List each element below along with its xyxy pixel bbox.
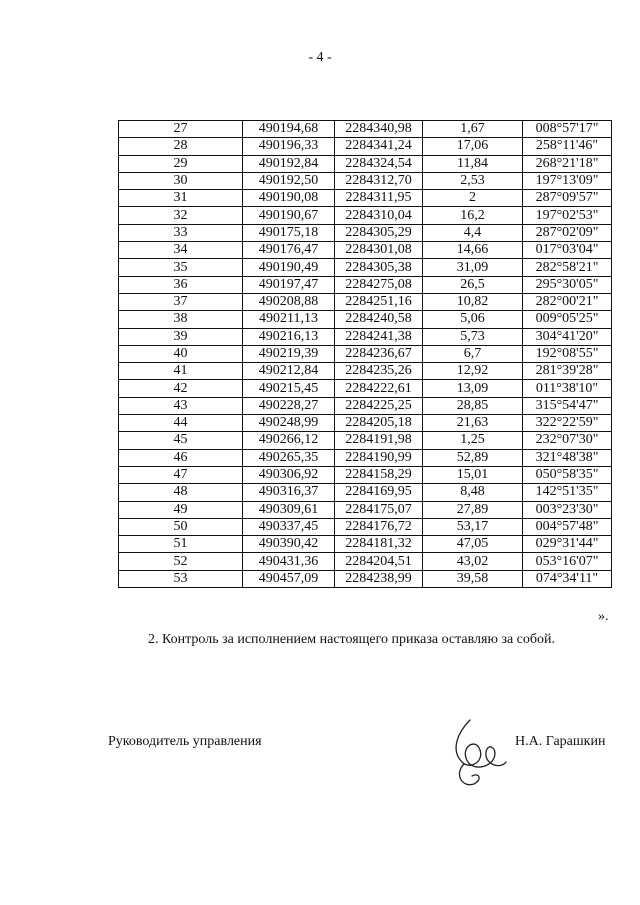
cell-coord-x: 490212,84 (243, 363, 335, 380)
cell-coord-y: 2284311,95 (335, 190, 423, 207)
cell-point-number: 50 (119, 518, 243, 535)
cell-coord-y: 2284235,26 (335, 363, 423, 380)
cell-distance: 1,67 (423, 121, 523, 138)
cell-bearing: 321°48'38" (523, 449, 612, 466)
cell-bearing: 281°39'28" (523, 363, 612, 380)
table-row (119, 484, 612, 501)
cell-coord-y: 2284236,67 (335, 345, 423, 362)
cell-point-number: 52 (119, 553, 243, 570)
table-row (119, 449, 612, 466)
cell-coord-x: 490190,67 (243, 207, 335, 224)
cell-bearing: 074°34'11" (523, 570, 612, 587)
table-row (119, 293, 612, 310)
cell-bearing: 053°16'07" (523, 553, 612, 570)
cell-coord-y: 2284176,72 (335, 518, 423, 535)
cell-distance: 52,89 (423, 449, 523, 466)
cell-distance: 47,05 (423, 536, 523, 553)
table-row (119, 172, 612, 189)
cell-coord-y: 2284181,32 (335, 536, 423, 553)
cell-coord-x: 490190,49 (243, 259, 335, 276)
cell-coord-x: 490197,47 (243, 276, 335, 293)
cell-coord-x: 490175,18 (243, 224, 335, 241)
table-row (119, 190, 612, 207)
cell-point-number: 29 (119, 155, 243, 172)
cell-point-number: 53 (119, 570, 243, 587)
cell-coord-y: 2284301,08 (335, 242, 423, 259)
cell-distance: 4,4 (423, 224, 523, 241)
cell-coord-y: 2284240,58 (335, 311, 423, 328)
table-row (119, 138, 612, 155)
cell-coord-y: 2284204,51 (335, 553, 423, 570)
cell-bearing: 322°22'59" (523, 415, 612, 432)
table-row (119, 501, 612, 518)
cell-distance: 11,84 (423, 155, 523, 172)
table-row (119, 363, 612, 380)
table-row (119, 415, 612, 432)
cell-distance: 39,58 (423, 570, 523, 587)
cell-bearing: 268°21'18" (523, 155, 612, 172)
cell-coord-x: 490390,42 (243, 536, 335, 553)
table-row (119, 207, 612, 224)
cell-distance: 10,82 (423, 293, 523, 310)
cell-coord-x: 490192,50 (243, 172, 335, 189)
cell-bearing: 011°38'10" (523, 380, 612, 397)
cell-bearing: 287°02'09" (523, 224, 612, 241)
cell-distance: 28,85 (423, 397, 523, 414)
cell-coord-y: 2284175,07 (335, 501, 423, 518)
cell-coord-y: 2284225,25 (335, 397, 423, 414)
signer-name: Н.А. Гарашкин (515, 734, 606, 749)
cell-point-number: 43 (119, 397, 243, 414)
cell-distance: 2,53 (423, 172, 523, 189)
cell-bearing: 287°09'57" (523, 190, 612, 207)
cell-coord-x: 490176,47 (243, 242, 335, 259)
cell-coord-x: 490265,35 (243, 449, 335, 466)
cell-distance: 2 (423, 190, 523, 207)
cell-distance: 1,25 (423, 432, 523, 449)
handwritten-signature (440, 712, 510, 792)
cell-coord-x: 490316,37 (243, 484, 335, 501)
cell-distance: 21,63 (423, 415, 523, 432)
cell-bearing: 050°58'35" (523, 466, 612, 483)
cell-bearing: 142°51'35" (523, 484, 612, 501)
table-row (119, 311, 612, 328)
table-row (119, 224, 612, 241)
cell-distance: 8,48 (423, 484, 523, 501)
cell-coord-y: 2284222,61 (335, 380, 423, 397)
cell-coord-x: 490211,13 (243, 311, 335, 328)
cell-point-number: 48 (119, 484, 243, 501)
cell-distance: 5,06 (423, 311, 523, 328)
cell-point-number: 32 (119, 207, 243, 224)
cell-coord-y: 2284275,08 (335, 276, 423, 293)
table-row (119, 276, 612, 293)
cell-point-number: 35 (119, 259, 243, 276)
cell-point-number: 37 (119, 293, 243, 310)
cell-coord-x: 490228,27 (243, 397, 335, 414)
cell-coord-y: 2284191,98 (335, 432, 423, 449)
cell-bearing: 192°08'55" (523, 345, 612, 362)
cell-point-number: 46 (119, 449, 243, 466)
cell-point-number: 42 (119, 380, 243, 397)
cell-distance: 43,02 (423, 553, 523, 570)
cell-bearing: 282°00'21" (523, 293, 612, 310)
cell-point-number: 47 (119, 466, 243, 483)
table-row (119, 536, 612, 553)
closing-quote: ». (598, 609, 609, 624)
cell-coord-y: 2284312,70 (335, 172, 423, 189)
cell-coord-y: 2284169,95 (335, 484, 423, 501)
cell-point-number: 44 (119, 415, 243, 432)
cell-bearing: 009°05'25" (523, 311, 612, 328)
cell-coord-y: 2284190,99 (335, 449, 423, 466)
cell-bearing: 197°13'09" (523, 172, 612, 189)
table-row (119, 570, 612, 587)
order-item-2: 2. Контроль за исполнением настоящего приказа оставляю за собой. (148, 632, 556, 647)
cell-distance: 15,01 (423, 466, 523, 483)
table-row (119, 518, 612, 535)
cell-point-number: 33 (119, 224, 243, 241)
cell-bearing: 282°58'21" (523, 259, 612, 276)
cell-distance: 27,89 (423, 501, 523, 518)
cell-coord-y: 2284251,16 (335, 293, 423, 310)
cell-distance: 26,5 (423, 276, 523, 293)
cell-bearing: 003°23'30" (523, 501, 612, 518)
cell-coord-x: 490215,45 (243, 380, 335, 397)
cell-coord-x: 490219,39 (243, 345, 335, 362)
cell-coord-y: 2284205,18 (335, 415, 423, 432)
cell-point-number: 27 (119, 121, 243, 138)
table-row (119, 121, 612, 138)
cell-coord-x: 490216,13 (243, 328, 335, 345)
cell-bearing: 197°02'53" (523, 207, 612, 224)
cell-coord-x: 490192,84 (243, 155, 335, 172)
cell-bearing: 232°07'30" (523, 432, 612, 449)
table-row (119, 328, 612, 345)
cell-coord-y: 2284238,99 (335, 570, 423, 587)
coordinates-table (118, 120, 612, 588)
cell-coord-y: 2284305,38 (335, 259, 423, 276)
cell-point-number: 45 (119, 432, 243, 449)
cell-bearing: 258°11'46" (523, 138, 612, 155)
cell-coord-y: 2284158,29 (335, 466, 423, 483)
cell-coord-x: 490194,68 (243, 121, 335, 138)
cell-bearing: 029°31'44" (523, 536, 612, 553)
cell-point-number: 28 (119, 138, 243, 155)
table-row (119, 345, 612, 362)
cell-distance: 6,7 (423, 345, 523, 362)
cell-coord-x: 490337,45 (243, 518, 335, 535)
cell-distance: 31,09 (423, 259, 523, 276)
cell-coord-x: 490196,33 (243, 138, 335, 155)
cell-coord-x: 490190,08 (243, 190, 335, 207)
cell-coord-y: 2284341,24 (335, 138, 423, 155)
cell-bearing: 017°03'04" (523, 242, 612, 259)
page-number: - 4 - (308, 50, 332, 65)
cell-coord-x: 490248,99 (243, 415, 335, 432)
table-row (119, 553, 612, 570)
cell-point-number: 41 (119, 363, 243, 380)
coordinates-table-body (119, 121, 612, 588)
cell-point-number: 30 (119, 172, 243, 189)
cell-coord-x: 490309,61 (243, 501, 335, 518)
cell-coord-y: 2284241,38 (335, 328, 423, 345)
cell-coord-x: 490431,36 (243, 553, 335, 570)
cell-point-number: 51 (119, 536, 243, 553)
table-row (119, 155, 612, 172)
cell-distance: 12,92 (423, 363, 523, 380)
cell-point-number: 36 (119, 276, 243, 293)
cell-distance: 17,06 (423, 138, 523, 155)
cell-bearing: 295°30'05" (523, 276, 612, 293)
cell-distance: 5,73 (423, 328, 523, 345)
table-row (119, 466, 612, 483)
cell-point-number: 40 (119, 345, 243, 362)
cell-point-number: 38 (119, 311, 243, 328)
signer-title: Руководитель управления (108, 734, 262, 749)
cell-bearing: 004°57'48" (523, 518, 612, 535)
cell-coord-y: 2284305,29 (335, 224, 423, 241)
table-row (119, 259, 612, 276)
cell-coord-y: 2284340,98 (335, 121, 423, 138)
cell-point-number: 49 (119, 501, 243, 518)
cell-distance: 53,17 (423, 518, 523, 535)
cell-distance: 13,09 (423, 380, 523, 397)
cell-bearing: 008°57'17" (523, 121, 612, 138)
cell-point-number: 31 (119, 190, 243, 207)
table-row (119, 242, 612, 259)
cell-point-number: 39 (119, 328, 243, 345)
cell-coord-y: 2284310,04 (335, 207, 423, 224)
cell-distance: 16,2 (423, 207, 523, 224)
cell-bearing: 315°54'47" (523, 397, 612, 414)
table-row (119, 432, 612, 449)
table-row (119, 380, 612, 397)
cell-coord-y: 2284324,54 (335, 155, 423, 172)
cell-coord-x: 490208,88 (243, 293, 335, 310)
cell-coord-x: 490457,09 (243, 570, 335, 587)
table-row (119, 397, 612, 414)
cell-bearing: 304°41'20" (523, 328, 612, 345)
cell-coord-x: 490306,92 (243, 466, 335, 483)
cell-coord-x: 490266,12 (243, 432, 335, 449)
cell-distance: 14,66 (423, 242, 523, 259)
cell-point-number: 34 (119, 242, 243, 259)
